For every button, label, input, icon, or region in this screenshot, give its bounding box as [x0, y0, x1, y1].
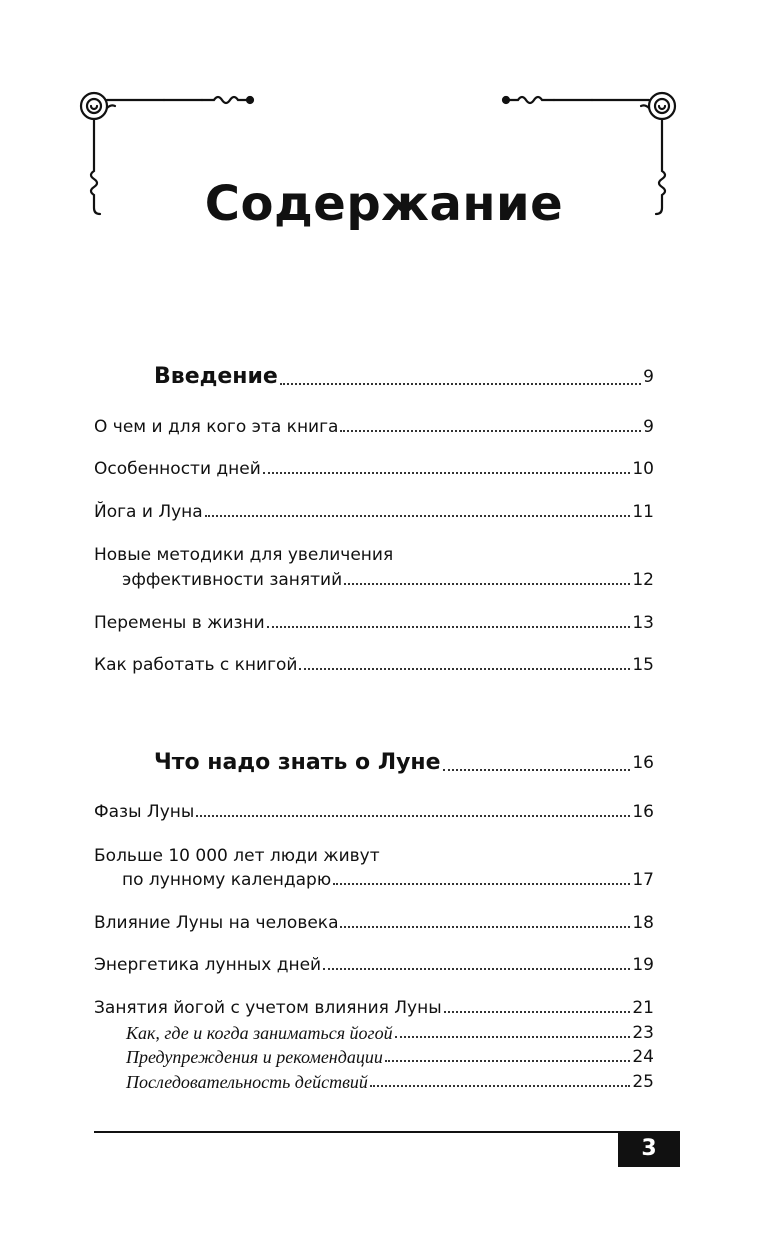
toc-entry-title-line1: Больше 10 000 лет люди живут [94, 846, 380, 866]
dot-leader [196, 814, 630, 817]
dot-leader [205, 514, 631, 517]
toc-entry[interactable] [94, 612, 654, 634]
toc-entry-title: Влияние Луны на человека [94, 913, 339, 933]
toc-entry[interactable] [94, 954, 654, 976]
dot-leader [385, 1059, 631, 1062]
toc-page-number: 13 [632, 613, 654, 633]
toc-entry[interactable] [122, 869, 654, 891]
toc-entry-title: эффективности занятий [122, 570, 343, 590]
toc-entry-title: Занятия йогой с учетом влияния Луны [94, 998, 442, 1018]
toc-entry[interactable] [94, 801, 654, 823]
toc-page-number: 11 [632, 502, 654, 522]
toc-subentry-title: Как, где и когда заниматься йогой [126, 1023, 393, 1043]
toc-section-title: Что надо знать о Луне [154, 750, 441, 775]
toc-entry-title: Особенности дней [94, 459, 261, 479]
footer-rule [94, 1131, 618, 1133]
toc-entry-title-line1: Новые методики для увеличения [94, 545, 394, 565]
toc-entry[interactable] [94, 654, 654, 676]
toc-page-number: 9 [643, 367, 654, 387]
dot-leader [370, 1084, 630, 1087]
dot-leader [323, 967, 630, 970]
toc-subentry[interactable] [126, 1046, 654, 1068]
toc-page-number: 23 [632, 1023, 654, 1043]
toc-entry-title: Фазы Луны [94, 802, 195, 822]
toc-entry[interactable] [122, 569, 654, 591]
toc-entry[interactable] [94, 416, 654, 438]
page-title: Содержание [204, 176, 564, 232]
toc-page-number: 21 [632, 998, 654, 1018]
dot-leader [299, 667, 630, 670]
dot-leader [340, 925, 630, 928]
dot-leader [344, 582, 630, 585]
toc-subentry[interactable] [126, 1022, 654, 1044]
toc-entry-title: по лунному календарю [122, 870, 332, 890]
toc-entry[interactable] [94, 997, 654, 1019]
toc-page-number: 17 [632, 870, 654, 890]
toc-subentry-title: Предупреждения и рекомендации [126, 1047, 383, 1067]
toc-section-heading[interactable] [154, 363, 654, 391]
toc-entry-title: О чем и для кого эта книга [94, 417, 339, 437]
dot-leader [395, 1035, 631, 1038]
toc-section-heading[interactable] [154, 749, 654, 777]
page-number-badge: 3 [618, 1131, 680, 1167]
dot-leader [267, 625, 631, 628]
toc-page-number: 19 [632, 955, 654, 975]
toc-section-title: Введение [154, 364, 278, 389]
toc-page-number: 25 [632, 1072, 654, 1092]
toc-subentry[interactable] [126, 1071, 654, 1093]
dot-leader [333, 882, 630, 885]
dot-leader [444, 1010, 631, 1013]
toc-subentry-title: Последовательность действий [126, 1072, 368, 1092]
toc-entry-title: Как работать с книгой [94, 655, 298, 675]
toc-entry-title: Энергетика лунных дней [94, 955, 322, 975]
toc-entry[interactable] [94, 912, 654, 934]
toc-entry[interactable] [94, 501, 654, 523]
toc-entry-title: Йога и Луна [94, 502, 203, 522]
dot-leader [340, 429, 641, 432]
dot-leader [280, 382, 641, 385]
toc-page-number: 24 [632, 1047, 654, 1067]
toc-entry-title: Перемены в жизни [94, 613, 265, 633]
toc-page-number: 16 [632, 802, 654, 822]
toc-page-number: 15 [632, 655, 654, 675]
toc-entry[interactable] [94, 458, 654, 480]
toc-page-number: 16 [632, 753, 654, 773]
toc-page-number: 12 [632, 570, 654, 590]
toc-page-number: 9 [643, 417, 654, 437]
dot-leader [263, 471, 631, 474]
toc-page-number: 18 [632, 913, 654, 933]
dot-leader [443, 768, 631, 771]
toc-page-number: 10 [632, 459, 654, 479]
